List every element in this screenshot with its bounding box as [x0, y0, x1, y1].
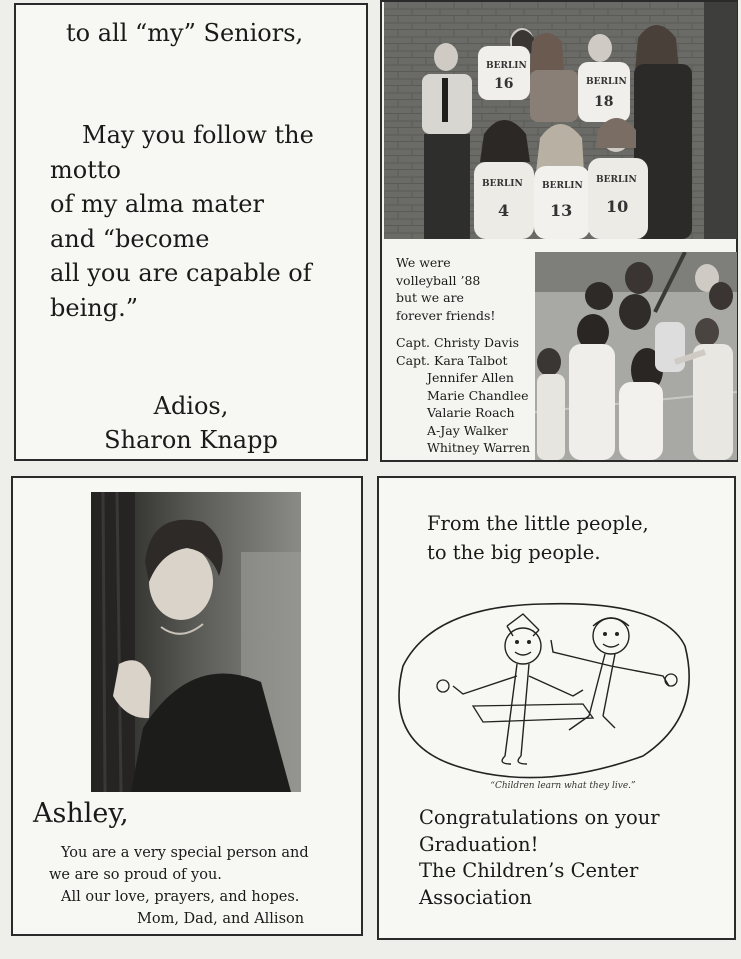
volleyball-ad — [380, 0, 738, 462]
caption-line: but we are — [396, 290, 464, 305]
caption-line: volleyball ’88 — [396, 272, 481, 288]
jersey-text: BERLIN — [542, 181, 583, 191]
headline-line: to the big people. — [427, 541, 601, 564]
jersey-text: BERLIN — [596, 175, 637, 185]
member-name: Whitney Warren — [427, 440, 531, 455]
message-line: we are so proud of you. — [49, 867, 222, 883]
family-message — [49, 842, 309, 930]
congratulations-message — [419, 805, 660, 911]
member-name: Jennifer Allen — [427, 370, 514, 385]
child-drawing — [393, 596, 693, 796]
senior-message-ad — [14, 3, 368, 461]
ad-signature-block — [16, 389, 366, 457]
ad-heading: to all “my” Seniors, — [66, 19, 304, 47]
team-caption — [396, 254, 530, 457]
member-name: Valarie Roach — [427, 405, 515, 420]
jersey-text: BERLIN — [486, 61, 527, 71]
message-line: You are a very special person and — [61, 845, 309, 861]
body-line: motto — [50, 155, 121, 184]
body-line: and “become — [50, 224, 210, 253]
jersey-text: BERLIN — [482, 179, 523, 189]
ad-body — [50, 118, 314, 325]
ad-headline — [427, 509, 649, 567]
signature: Sharon Knapp — [104, 426, 278, 454]
jersey-number: 18 — [594, 94, 614, 110]
closing: Adios, — [153, 392, 229, 420]
headline-line: From the little people, — [427, 512, 649, 535]
love-line: All our love, prayers, and hopes. — [61, 889, 300, 905]
childrens-center-ad — [377, 476, 736, 940]
captain-name: Capt. Kara Talbot — [396, 352, 508, 368]
jersey-number: 4 — [498, 201, 510, 220]
congrats-line: Congratulations on your — [419, 806, 660, 829]
congrats-line: Graduation! — [419, 832, 539, 856]
portrait-illustration — [91, 492, 301, 792]
senior-portrait — [91, 492, 301, 792]
signature: Mom, Dad, and Allison — [137, 911, 305, 927]
member-name: A-Jay Walker — [427, 422, 508, 438]
caption-line: We were — [396, 255, 451, 270]
jersey-number: 13 — [550, 201, 573, 220]
huddle-photo — [535, 252, 737, 460]
team-photo-illustration — [384, 2, 737, 239]
jersey-number: 10 — [606, 197, 629, 216]
captain-name: Capt. Christy Davis — [396, 335, 519, 350]
drawing-caption: “Children learn what they live.” — [490, 781, 636, 791]
ashley-ad — [11, 476, 363, 936]
body-line: all you are capable of — [50, 259, 312, 287]
jersey-text: BERLIN — [586, 77, 627, 87]
caption-line: forever friends! — [396, 307, 496, 323]
team-photo — [384, 2, 737, 239]
body-line: of my alma mater — [50, 190, 264, 218]
body-line: being.” — [50, 293, 138, 322]
recipient-name: Ashley, — [33, 798, 129, 829]
jersey-number: 16 — [494, 76, 514, 92]
huddle-photo-illustration — [535, 252, 737, 460]
member-name: Marie Chandlee — [427, 387, 529, 403]
congrats-line: Association — [419, 885, 532, 909]
congrats-line: The Children’s Center — [419, 859, 639, 882]
body-line: May you follow the — [82, 121, 314, 149]
